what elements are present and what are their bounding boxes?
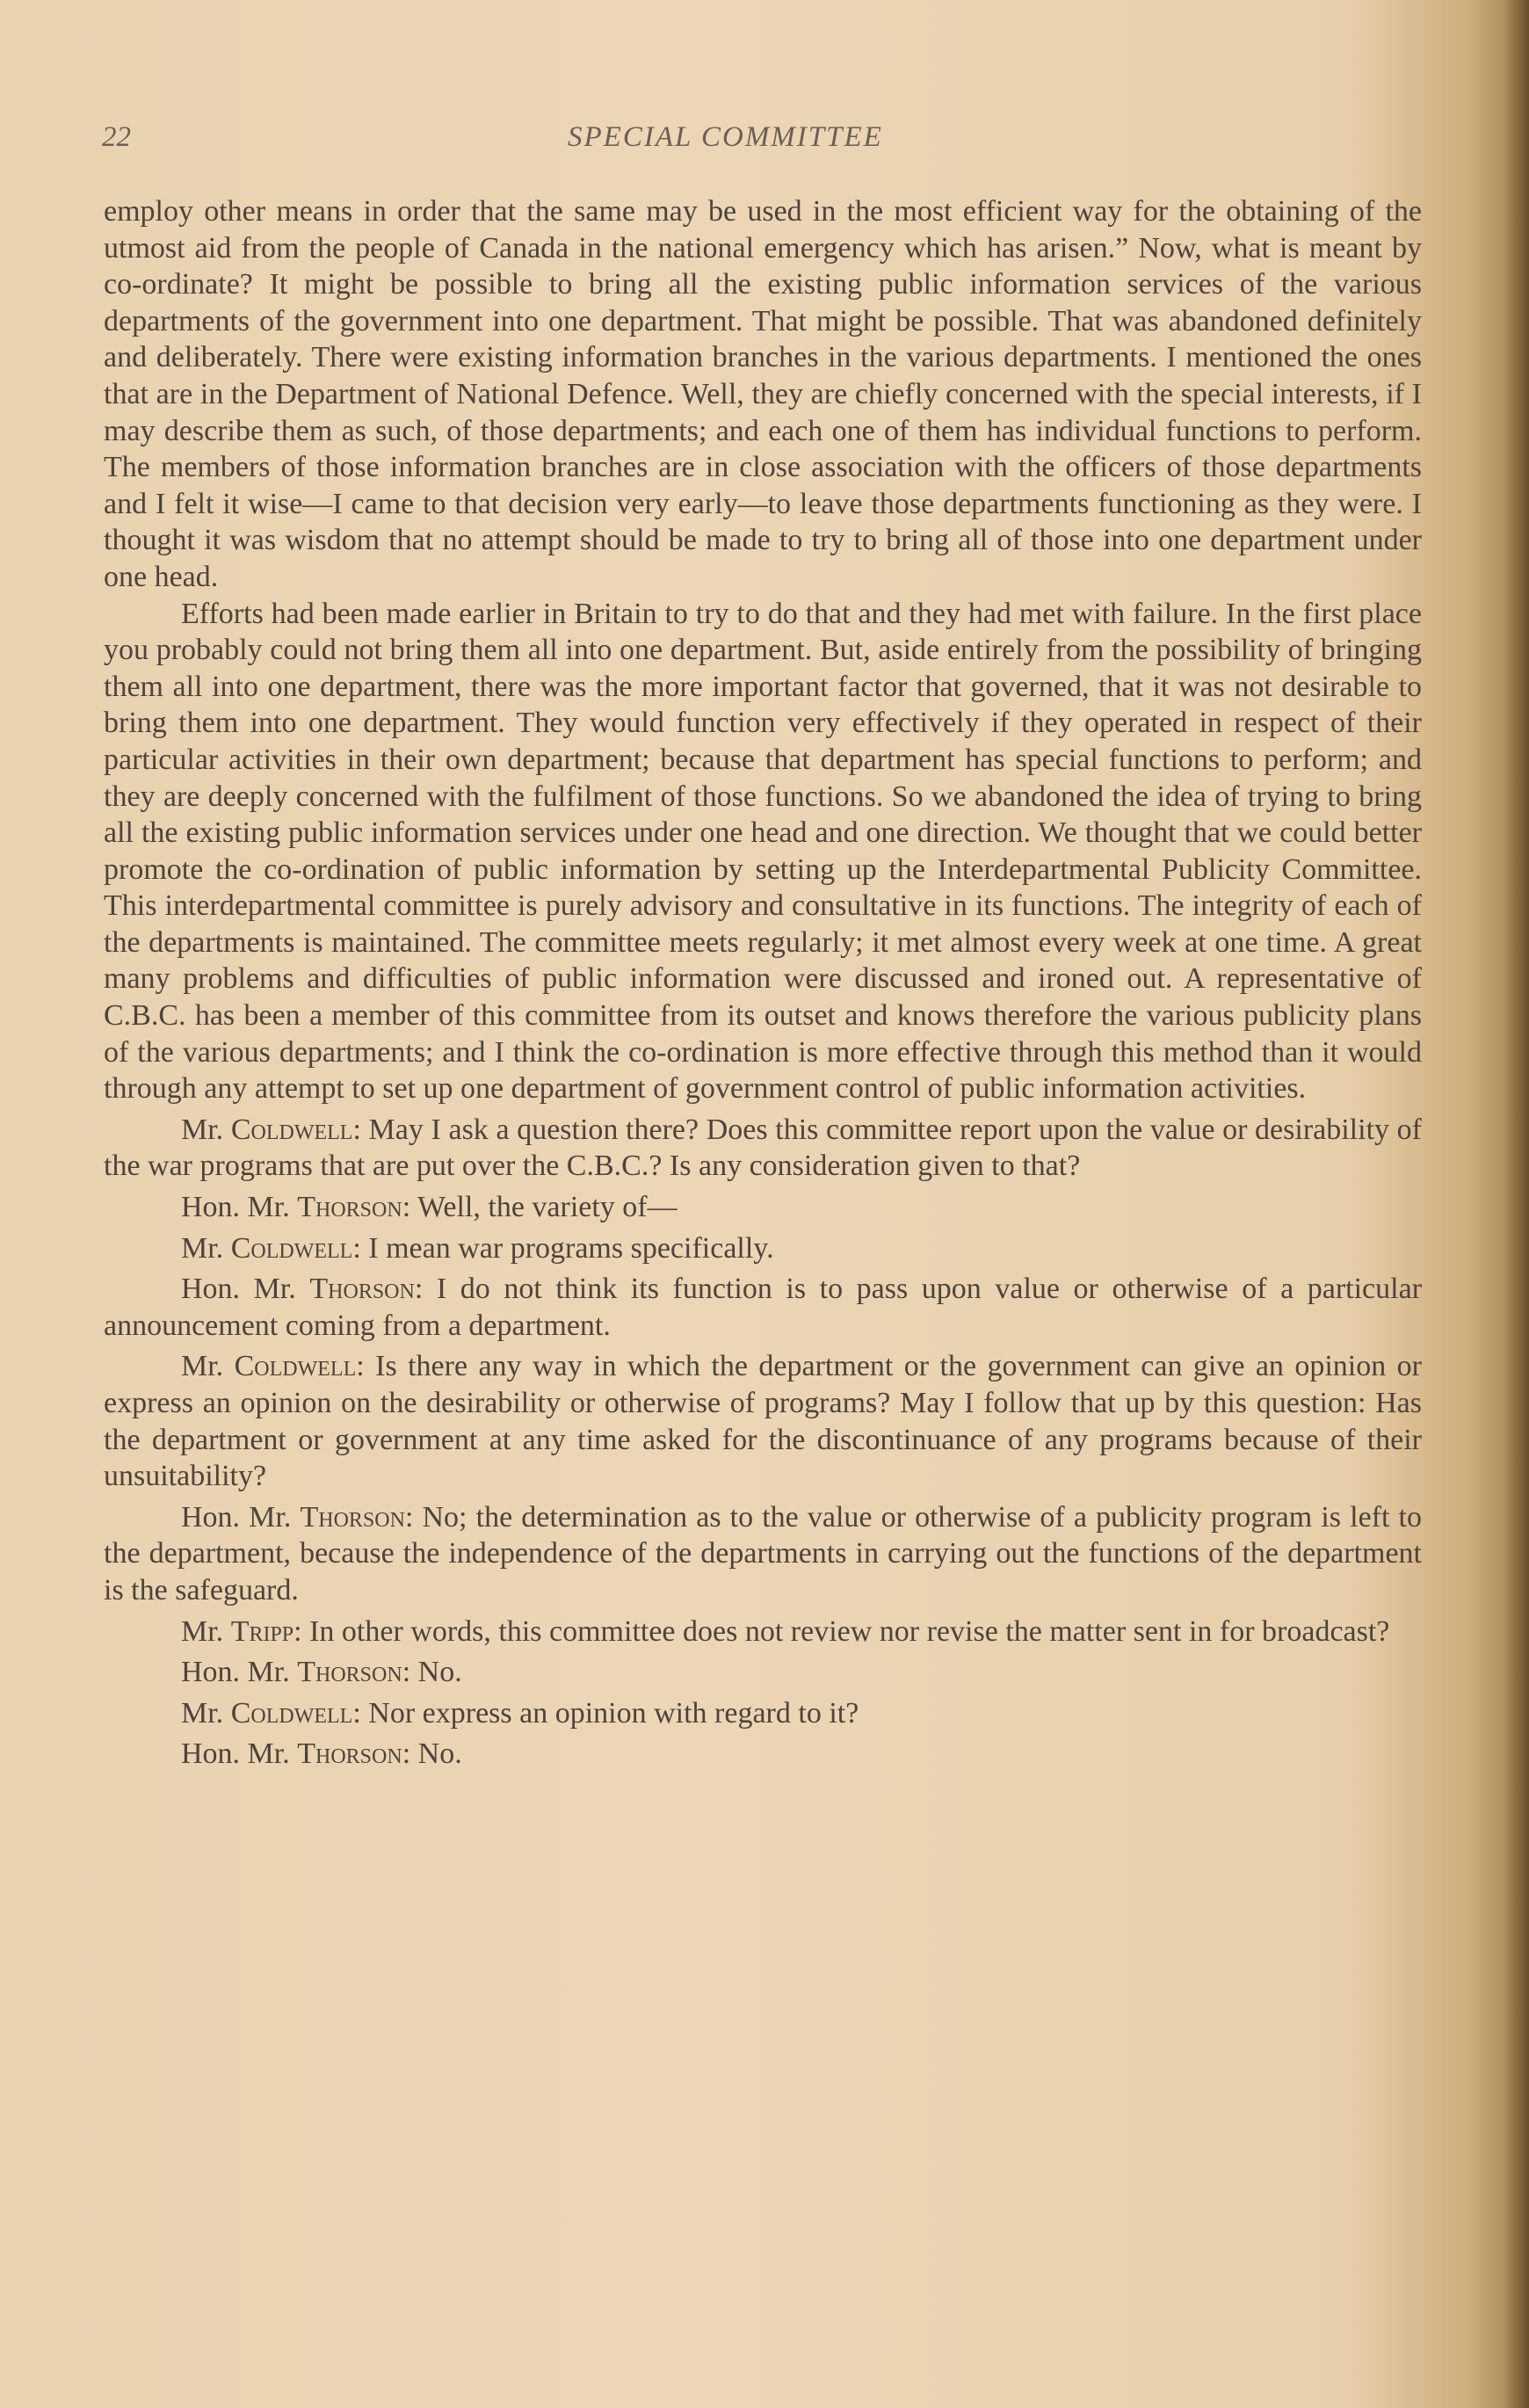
speech-text: : I do not think its function is to pass upon value or otherwise of a particular announcement coming from a department. [104, 1273, 1423, 1342]
speech-text: : Nor express an opinion with regard to it? [352, 1696, 859, 1730]
speaker-prefix: Hon. Mr. [181, 1737, 298, 1771]
dialogue-line [104, 1189, 1422, 1226]
speaker-name: Thorson [297, 1737, 402, 1771]
speech-text: : No; the determination as to the value or otherwise of a publicity program is left to the department, because the independence of the departments in carrying out the functions of the department is the safeguard. [104, 1500, 1423, 1607]
dialogue-line [104, 1271, 1422, 1344]
dialogue-line [104, 1736, 1422, 1773]
speaker-name: Coldwell [234, 1350, 357, 1383]
speaker-prefix: Mr. [181, 1231, 231, 1265]
speaker-prefix: Hon. Mr. [181, 1500, 301, 1534]
page-edge-shadow [1504, 0, 1529, 2408]
dialogue-line [104, 1112, 1422, 1185]
speaker-name: Coldwell [230, 1231, 353, 1265]
speech-text: : I mean war programs specifically. [352, 1231, 774, 1265]
dialogue-line [104, 1348, 1422, 1494]
speech-text: : May I ask a question there? Does this committee report upon the value or desirability of the war programs that are put over the C.B.C.? Is any consideration given to that? [104, 1113, 1422, 1183]
paragraph-continued: employ other means in order that the same may be used in the most efficient way for the obtaining of the utmost aid from the people of Canada in the national emergency which has arisen.” Now, what is meant by co-ordinate? It might be possible to bring all the existing public information services of the various departments of the government into one department. That might be possible. That was abandoned definitely and deliberately. There were existing information branches in the various departments. I mentioned the ones that are in the Department of National Defence. Well, they are chiefly concerned with the special interests, if I may describe them as such, of those departments; and each one of them has individual functions to perform. The members of those information branches are in close association with the officers of those departments and I felt it wise—I came to that decision very early—to leave those departments functioning as they were. I thought it was wisdom that no attempt should be made to try to bring all of those into one department under one head. [104, 195, 1422, 593]
speaker-prefix: Mr. [181, 1696, 231, 1730]
dialogue-line [104, 1230, 1422, 1267]
speaker-prefix: Mr. [181, 1113, 231, 1146]
speaker-name: Thorson [297, 1191, 402, 1224]
speech-text: : No. [402, 1737, 462, 1771]
dialogue-line [104, 1695, 1422, 1732]
speaker-name: Coldwell [230, 1696, 353, 1730]
dialogue-line [104, 1614, 1422, 1650]
speech-text: : Well, the variety of— [402, 1191, 678, 1224]
paragraph: Efforts had been made earlier in Britain to try to do that and they had met with failure. In the first place you probably could not bring them all into one department. But, aside entirely from the possibility of bringing them all into one department, there was the more important factor that governed, that it was not desirable to bring them into one department. They would function very effectively if they operated in respect of their particular activities in their own department; because that department has special functions to perform; and they are deeply concerned with the fulfilment of those functions. So we abandoned the idea of trying to bring all the existing public information services under one head and one direction. We thought that we could better promote the co-ordination of public information by setting up the Interdepartmental Publicity Committee. This interdepartmental committee is purely advisory and consultative in its functions. The integrity of each of the departments is maintained. The committee meets regularly; it met almost every week at one time. A great many problems and difficulties of public information were discussed and ironed out. A representative of C.B.C. has been a member of this committee from its outset and knows therefore the various publicity plans of the various departments; and I think the co-ordination is more effective through this method than it would through any attempt to set up one department of government control of public information activities. [104, 597, 1422, 1106]
speech-text: : In other words, this committee does not review nor revise the matter sent in for broadcast? [293, 1614, 1390, 1648]
page-header [102, 121, 1420, 156]
speech-text: : No. [402, 1656, 462, 1689]
speaker-name: Thorson [309, 1273, 415, 1306]
dialogue-line [104, 1654, 1422, 1691]
page-number: 22 [102, 121, 131, 153]
speaker-name: Tripp [230, 1614, 294, 1648]
speaker-name: Thorson [297, 1656, 402, 1689]
speaker-prefix: Mr. [181, 1350, 235, 1383]
speaker-name: Thorson [300, 1500, 405, 1534]
speaker-prefix: Hon. Mr. [181, 1191, 298, 1224]
speaker-prefix: Mr. [181, 1614, 231, 1648]
running-head: SPECIAL COMMITTEE [568, 121, 883, 153]
speaker-prefix: Hon. Mr. [181, 1273, 310, 1306]
dialogue-line [104, 1499, 1422, 1609]
speaker-prefix: Hon. Mr. [181, 1656, 298, 1689]
speaker-name: Coldwell [230, 1113, 353, 1146]
speech-text: : Is there any way in which the department or the government can give an opinion or express an opinion on the desirability or otherwise of programs? May I follow that up by this question: Has the department or government at any time asked for the discontinuance of any programs because of their unsuitability? [104, 1350, 1422, 1493]
body-text [104, 193, 1422, 1773]
